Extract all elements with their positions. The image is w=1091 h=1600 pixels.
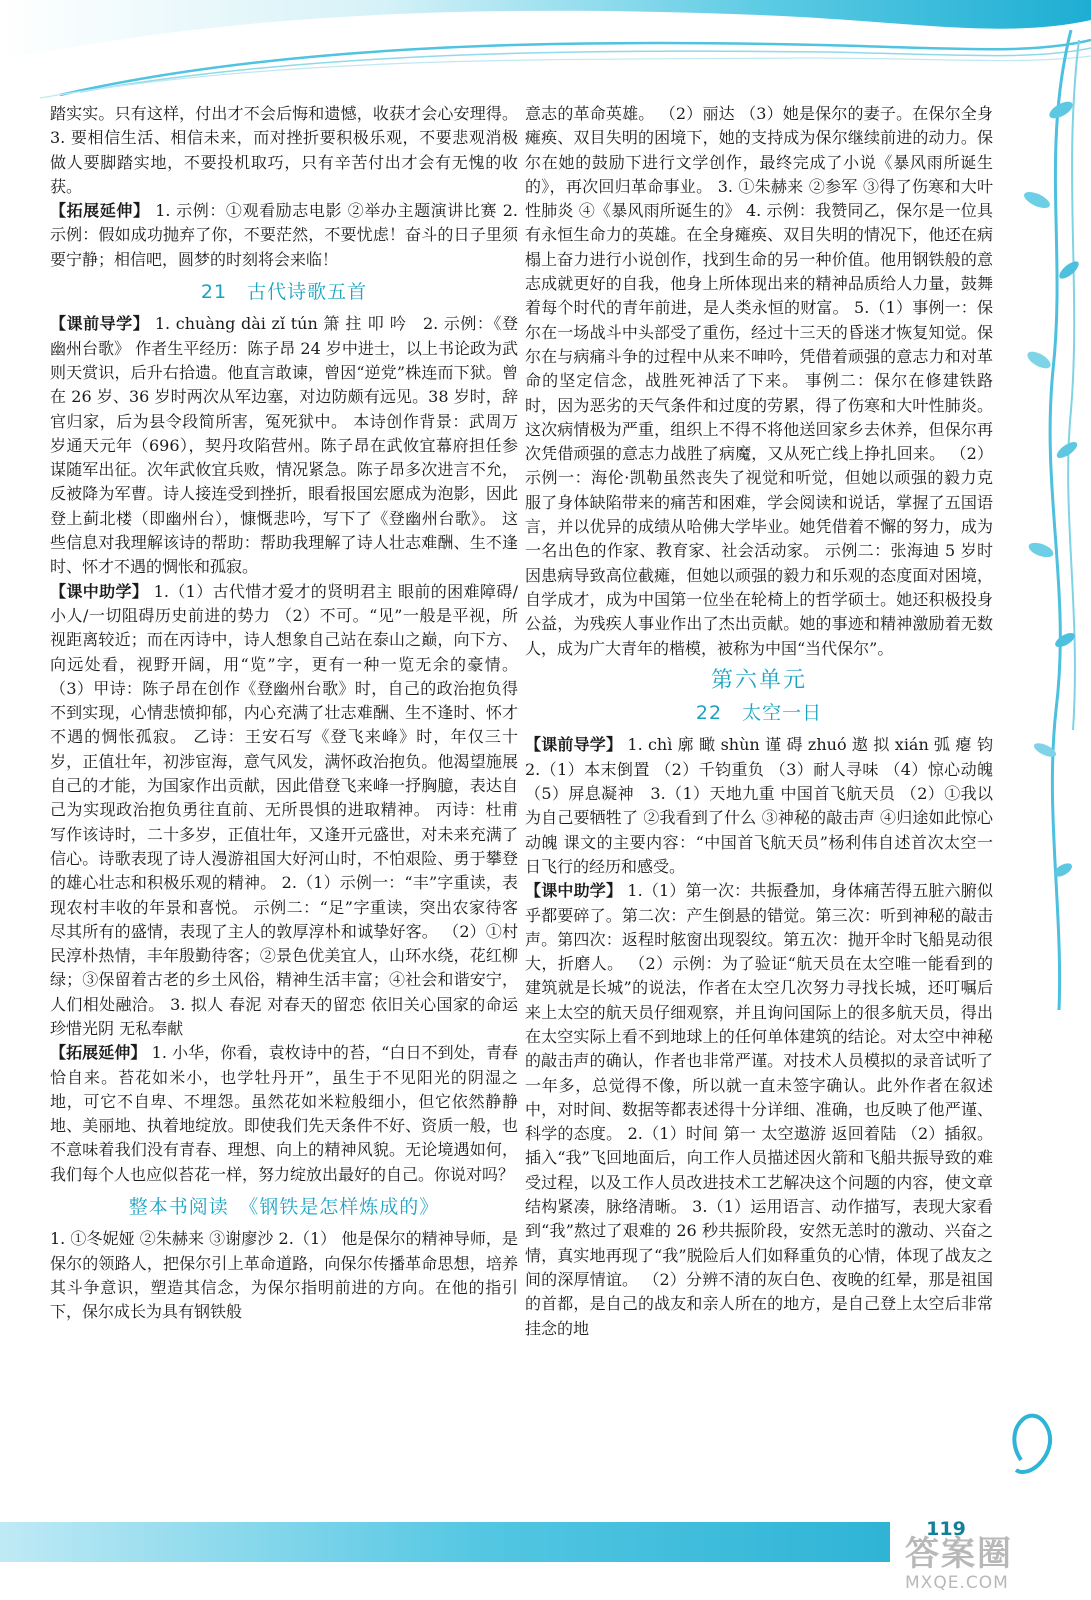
section-tag: 【拓展延伸】 [50, 201, 150, 221]
page-number: 119 [926, 1518, 966, 1540]
book-reading-title: 整本书阅读 《钢铁是怎样炼成的》 [128, 1196, 440, 1219]
paragraph: 1. ①冬妮娅 ②朱赫来 ③谢廖沙 2.（1） 他是保尔的精神导师，是保尔的领路人，把保尔引上革命道路，向保尔传播革命思想，培养其斗争意识，塑造其信念，为保尔指明前进的方向。在他的指引下，保尔成长为具有钢铁般 [50, 1229, 518, 1322]
section-tag: 【拓展延伸】 [50, 1043, 147, 1063]
top-wave-decoration [0, 0, 1091, 110]
section-tag: 【课中助学】 [525, 881, 623, 901]
watermark-url: MXQE.COM [905, 1573, 1009, 1593]
section-tag: 【课中助学】 [50, 581, 149, 601]
right-column [525, 102, 993, 1341]
section-title: 21 古代诗歌五首 [200, 281, 368, 304]
bottom-bar-decoration [0, 1522, 890, 1562]
paragraph: 【课中助学】 1.（1）古代惜才爱才的贤明君主 眼前的困难障碍/小人/一切阻碍历史前进的势力 （2）不可。“见”一般是平视，所视距离较近；而在丙诗中，诗人想象自己站在泰山之巅，向下方、向远处看，视野开阔，用“览”字，更有一种一览无余的豪情。 （3）甲诗：陈子昂在创作《登幽州台歌》时，自己的政治抱负得不到实现，心情悲愤抑郁，内心充满了壮志难酬、生不逢时、怀才不遇的惆怅孤寂。 乙诗：王安石写《登飞来峰》时，年仅三十岁，正值壮年，初涉宦海，意气风发，满怀政治抱负。他渴望施展自己的才能，为国家作出贡献，因此借登飞来峰一抒胸臆，表达自己为实现政治抱负勇往直前、无所畏惧的进取精神。 丙诗：杜甫写作该诗时，二十多岁，正值壮年，又逢开元盛世，对未来充满了信心。诗歌表现了诗人漫游祖国大好河山时，不怕艰险、勇于攀登的雄心壮志和积极乐观的精神。 2.（1）示例一：“丰”字重读，表现农村丰收的年景和喜悦。 示例二：“足”字重读，突出农家待客尽其所有的盛情，表现了主人的敦厚淳朴和诚挚好客。 （2）①村民淳朴热情，丰年殷勤待客；②景色优美宜人，山环水绕，花红柳绿；③保留着古老的乡土风俗，精神生活丰富；④社会和谐安宁，人们相处融洽。 3. 拟人 春泥 对春天的留恋 依旧关心国家的命运 珍惜光阴 无私奉献 [50, 581, 518, 1038]
unit-title: 第六单元 [710, 667, 807, 693]
paragraph: 【课前导学】 1. chuàng dài zǐ tún 箫 拄 叩 吟 2. 示例：《登幽州台歌》 作者生平经历：陈子昂 24 岁中进士，以上书论政为武则天赏识，后升右拾遗。他直言敢谏，曾因“逆党”株连而下狱。曾在 26 岁、36 岁时两次从军边塞，对边防颇有远见。38 岁时，辞官归家，后为县令段简所害，冤死狱中。 本诗创作背景：武周万岁通天元年（696），契丹攻陷营州。陈子昂在武攸宜幕府担任参谋随军出征。次年武攸宜兵败，情况紧急。陈子昂多次进言不允，反被降为军曹。诗人接连受到挫折，眼看报国宏愿成为泡影，因此登上蓟北楼（即幽州台），慷慨悲吟，写下了《登幽州台歌》。 这些信息对我理解该诗的帮助：帮助我理解了诗人壮志难酬、生不逢时、怀才不遇的惆怅和孤寂。 [50, 314, 518, 577]
watermark-logo [905, 1535, 1085, 1597]
section-title: 22 太空一日 [695, 702, 823, 725]
section-tag: 【课前导学】 [50, 314, 150, 334]
vine-decoration [1001, 30, 1091, 1510]
section-tag: 【课前导学】 [525, 735, 623, 755]
paragraph: 【课中助学】 1.（1）第一次：共振叠加，身体痛苦得五脏六腑似乎都要碎了。第二次：产生倒悬的错觉。第三次：听到神秘的敲击声。第四次：返程时舷窗出现裂纹。第五次：抛开伞时飞船晃动很大，折磨人。 （2）示例：为了验证“航天员在太空唯一能看到的建筑就是长城”的说法，作者在太空几次努力寻找长城，还叮嘱后来上太空的航天员仔细观察，并且询问国际上的很多航天员，得出在太空实际上看不到地球上的任何单体建筑的结论。对太空中神秘的敲击声的确认，作者也非常严谨。对技术人员模拟的录音试听了一年多，总觉得不像，所以就一直未签字确认。此外作者在叙述中，对时间、数据等都表述得十分详细、准确，也反映了他严谨、科学的态度。 2.（1）时间 第一 太空遨游 返回着陆 （2）插叙。插入“我”飞回地面后，向工作人员描述因火箭和飞船共振导致的难受过程，以及工作人员改进技术工艺解决这个问题的内容，使文章结构紧凑，脉络清晰。 3.（1）运用语言、动作描写，表现大家看到“我”熬过了艰难的 26 秒共振阶段，安然无恙时的激动、兴奋之情，真实地再现了“我”脱险后人们如释重负的心情，体现了战友之间的深厚情谊。 （2）分辨不清的灰白色、夜晚的红晕，那是祖国的首都，是自己的战友和亲人所在的地方，是自己登上太空后非常挂念的地 [525, 881, 993, 1338]
paragraph: 踏实实。只有这样，付出才不会后悔和遗憾，收获才会心安理得。 3. 要相信生活、相信未来，而对挫折要积极乐观，不要悲观消极 做人要脚踏实地，不要投机取巧，只有辛苦付出才会有无愧的收获。 [50, 104, 518, 196]
left-column [50, 102, 518, 1325]
paragraph: 【拓展延伸】 1. 小华，你看，袁枚诗中的苔，“白日不到处，青春恰自来。苔花如米小，也学牡丹开”，虽生于不见阳光的阴湿之地，可它不自卑、不埋怨。虽然花如米粒般细小，但它依然静静地、美丽地、执着地绽放。即使我们先天条件不好、资质一般，也不意味着我们没有青春、理想、向上的精神风貌。无论境遇如何，我们每个人也应似苔花一样，努力绽放出最好的自己。你说对吗？ [50, 1043, 518, 1184]
paragraph: 【拓展延伸】 1. 示例：①观看励志电影 ②举办主题演讲比赛 2. 示例：假如成功抛弃了你，不要茫然，不要忧虑！奋斗的日子里须要宁静；相信吧，圆梦的时刻将会来临！ [50, 201, 518, 269]
paragraph: 【课前导学】 1. chì 廓 瞰 shùn 谨 碍 zhuó 遨 拟 xián 弧 瘪 钧 2.（1）本末倒置 （2）千钧重负 （3）耐人寻味 （4）惊心动魄 （5）屏息凝神 3.（1）天地九重 中国首飞航天员 （2）①我以为自己要牺牲了 ②我看到了什么 ③神秘的敲击声 ④归途如此惊心动魄 课文的主要内容：“中国首飞航天员”杨利伟自述首次太空一日飞行的经历和感受。 [525, 735, 993, 876]
watermark-text: 答案圈 [905, 1534, 1013, 1574]
paragraph: 意志的革命英雄。 （2）丽达 （3）她是保尔的妻子。在保尔全身瘫痪、双目失明的困境下，她的支持成为保尔继续前进的动力。保尔在她的鼓励下进行文学创作，最终完成了小说《暴风雨所诞生的》，再次回归革命事业。 3. ①朱赫来 ②参军 ③得了伤寒和大叶性肺炎 ④《暴风雨所诞生的》 4. 示例：我赞同乙，保尔是一位具有永恒生命力的英雄。在全身瘫痪、双目失明的情况下，他还在病榻上奋力进行小说创作，找到生命的另一种价值。他用钢铁般的意志成就更好的自我，他身上所体现出来的精神品质给人力量，鼓舞着每个时代的青年前进，是人类永恒的财富。 5.（1）事例一：保尔在一场战斗中头部受了重伤，经过十三天的昏迷才恢复知觉。保尔在与病痛斗争的过程中从来不呻吟，凭借着顽强的意志力和对革命的坚定信念，战胜死神活了下来。 事例二：保尔在修建铁路时，因为恶劣的天气条件和过度的劳累，得了伤寒和大叶性肺炎。这次病情极为严重，组织上不得不将他送回家乡去休养，但保尔再次凭借顽强的意志力战胜了病魔，又从死亡线上挣扎回来。 （2）示例一：海伦·凯勒虽然丧失了视觉和听觉，但她以顽强的毅力克服了身体缺陷带来的痛苦和困难，学会阅读和说话，掌握了五国语言，并以优异的成绩从哈佛大学毕业。她凭借着不懈的努力，成为一名出色的作家、教育家、社会活动家。 示例二：张海迪 5 岁时因患病导致高位截瘫，但她以顽强的毅力和乐观的态度面对困境，自学成才，成为中国第一位坐在轮椅上的哲学硕士。她还积极投身公益，为残疾人事业作出了杰出贡献。她的事迹和精神激励着无数人，成为广大青年的楷模，被称为中国“当代保尔”。 [525, 104, 993, 658]
